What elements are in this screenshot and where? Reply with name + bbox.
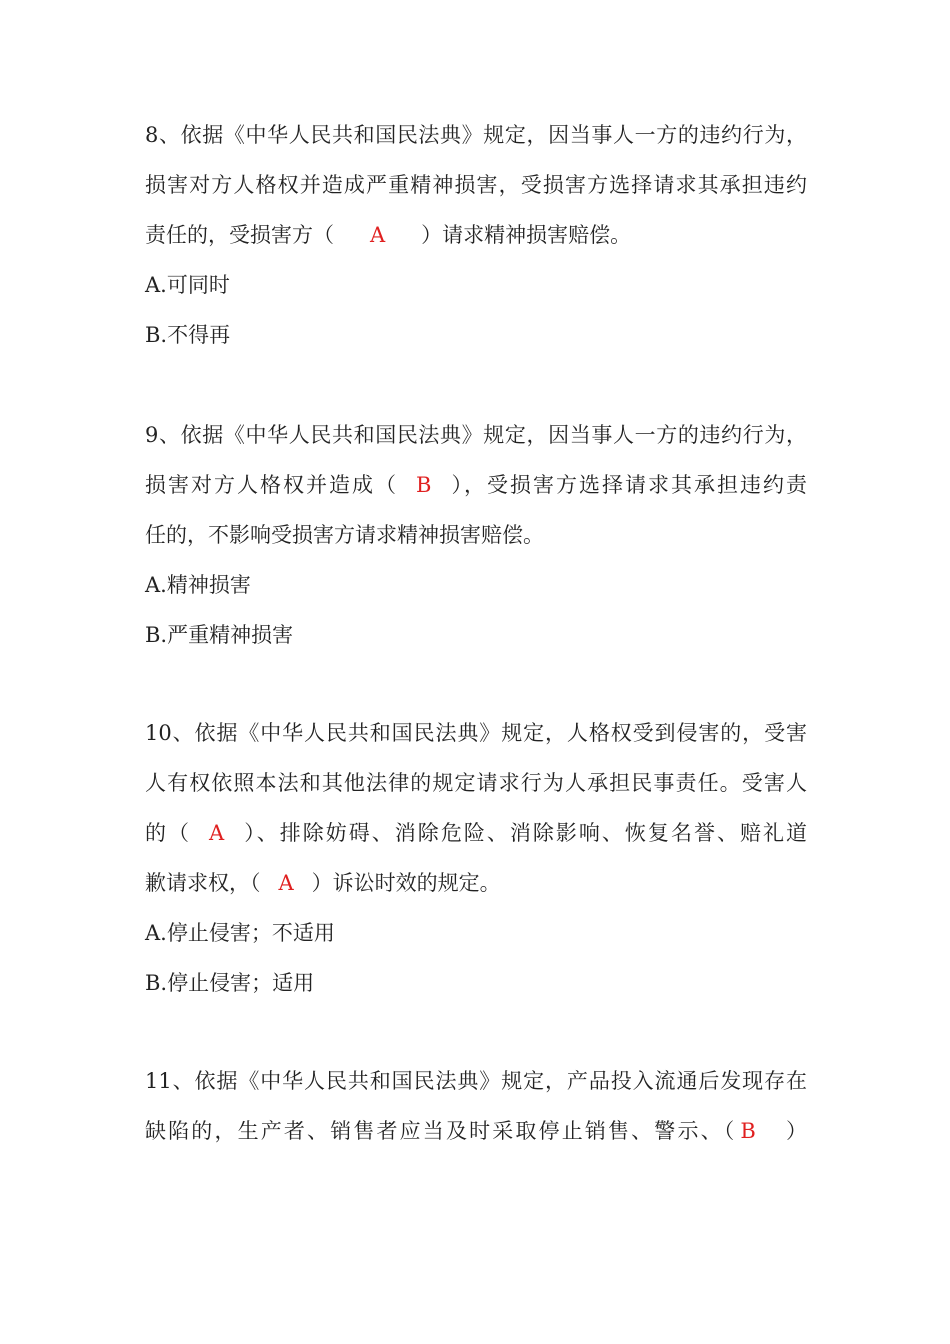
question-text-segment: 缺陷的，生产者、销售者应当及时采取停止销售、警示、（ bbox=[145, 1119, 737, 1143]
question-text-segment: ）、排除妨碍、消除危险、消除影响、恢复名誉、赔礼道 bbox=[242, 821, 808, 845]
question-text-line: 人有权依照本法和其他法律的规定请求行为人承担民事责任。受害人 bbox=[145, 771, 807, 795]
question-text-segment: ）请求精神损害赔偿。 bbox=[421, 223, 632, 247]
answer-mark: A bbox=[209, 821, 225, 845]
question-text-line bbox=[145, 210, 807, 260]
option-a: A.停止侵害；不适用 bbox=[145, 921, 335, 945]
option-b: B.严重精神损害 bbox=[145, 623, 294, 647]
question-text-segment: ），受损害方选择请求其承担违约责 bbox=[449, 473, 808, 497]
question-text-line bbox=[145, 808, 807, 858]
question-9 bbox=[145, 410, 807, 660]
question-text-line: 9、依据《中华人民共和国民法典》规定，因当事人一方的违约行为， bbox=[145, 423, 807, 447]
question-text-segment: 责任的，受损害方（ bbox=[145, 223, 334, 247]
question-text-line: 任的，不影响受损害方请求精神损害赔偿。 bbox=[145, 523, 544, 547]
question-text-line: 损害对方人格权并造成严重精神损害，受损害方选择请求其承担违约 bbox=[145, 173, 807, 197]
question-text-segment: ）诉讼时效的规定。 bbox=[311, 871, 501, 895]
question-8 bbox=[145, 110, 807, 360]
answer-mark: A bbox=[370, 223, 386, 247]
answer-mark: B bbox=[740, 1119, 756, 1143]
question-text-line bbox=[145, 1106, 807, 1156]
option-a: A.精神损害 bbox=[145, 573, 251, 597]
question-text-line: 11、依据《中华人民共和国民法典》规定，产品投入流通后发现存在 bbox=[145, 1069, 807, 1093]
question-text-segment: 歉请求权，（ bbox=[145, 871, 261, 895]
option-a: A.可同时 bbox=[145, 273, 230, 297]
option-b: B.停止侵害；适用 bbox=[145, 971, 315, 995]
question-10 bbox=[145, 708, 807, 1008]
answer-mark: A bbox=[278, 871, 294, 895]
question-text-line bbox=[145, 460, 807, 510]
question-text-line: 10、依据《中华人民共和国民法典》规定，人格权受到侵害的，受害 bbox=[145, 721, 807, 745]
question-11 bbox=[145, 1056, 807, 1156]
question-text-line: 8、依据《中华人民共和国民法典》规定，因当事人一方的违约行为， bbox=[145, 123, 807, 147]
question-text-segment: 损害对方人格权并造成（ bbox=[145, 473, 399, 497]
option-b: B.不得再 bbox=[145, 323, 231, 347]
question-text-segment: ） bbox=[783, 1119, 808, 1143]
question-text-line bbox=[145, 858, 807, 908]
answer-mark: B bbox=[416, 473, 432, 497]
question-text-segment: 的（ bbox=[145, 821, 192, 845]
